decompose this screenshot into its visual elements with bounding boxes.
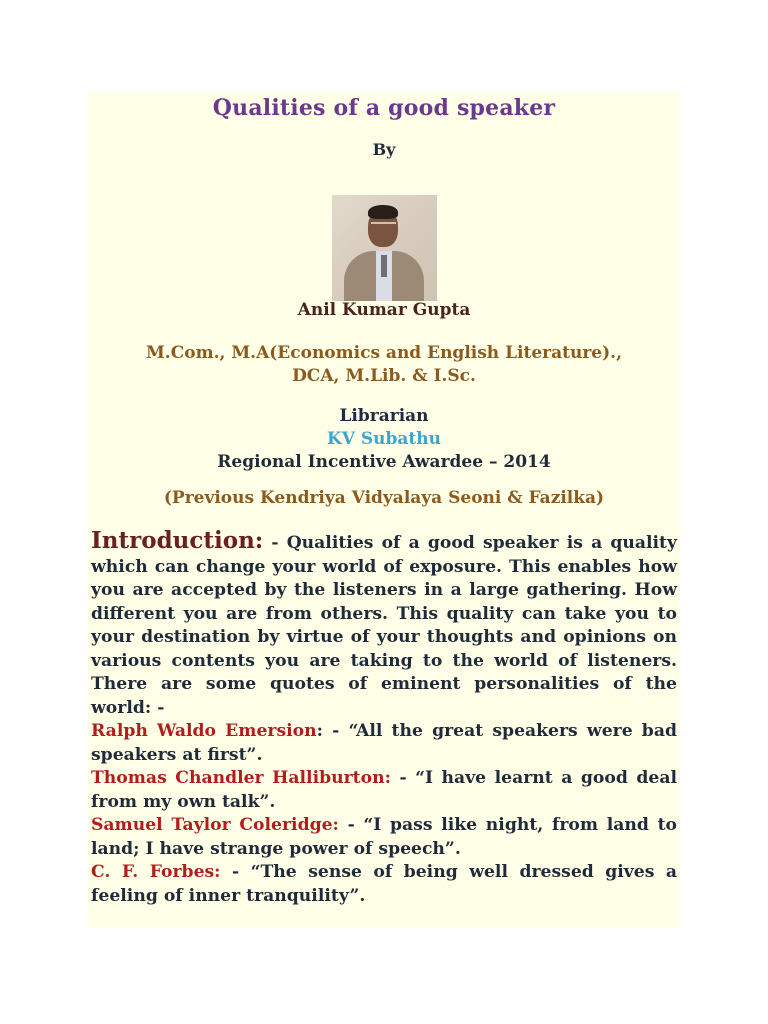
quote-author: Ralph Waldo Emersion (91, 721, 317, 741)
document-title: Qualities of a good speaker (212, 95, 556, 121)
document-body (91, 529, 677, 908)
author-designation: Librarian (339, 406, 429, 426)
author-award: Regional Incentive Awardee – 2014 (217, 452, 551, 472)
author-school: KV Subathu (327, 429, 441, 449)
quote-text: “All the great speakers were bad speakers at first”. (91, 721, 677, 765)
photo-hair-shape (368, 205, 398, 219)
document-page (88, 92, 680, 928)
author-portrait-photo (332, 195, 437, 301)
introduction-heading: Introduction: (91, 527, 264, 554)
quote-item (91, 767, 677, 814)
introduction-text: - Qualities of a good speaker is a quality which can change your world of exposure. This enables how you are accepted by the listeners in a large gathering. How different you are from others. This quality can take you to your destination by virtue of your thoughts and opinions on various contents you are taking to the world of listeners. There are some quotes of eminent personalities of the world: - (91, 533, 677, 718)
quote-separator: - (220, 862, 251, 882)
quote-author: Samuel Taylor Coleridge: (91, 815, 339, 835)
author-qualifications (88, 342, 680, 388)
quote-author: C. F. Forbes: (91, 862, 221, 882)
qualifications-line-2: DCA, M.Lib. & I.Sc. (292, 366, 476, 386)
photo-glasses-shape (371, 222, 396, 229)
quote-item (91, 720, 677, 767)
quote-separator: : - (316, 721, 349, 741)
quote-author: Thomas Chandler Halliburton: (91, 768, 391, 788)
qualifications-line-1: M.Com., M.A(Economics and English Literature)., (145, 343, 623, 363)
quote-separator: - (338, 815, 364, 835)
quote-text: “I have learnt a good deal from my own talk”. (91, 768, 678, 812)
by-label: By (372, 140, 396, 159)
quote-item (91, 861, 677, 908)
author-role-block (88, 405, 680, 474)
quote-text: “The sense of being well dressed gives a feeling of inner tranquility”. (91, 862, 678, 906)
author-previous-schools: (Previous Kendriya Vidyalaya Seoni & Fazilka) (163, 488, 605, 508)
quote-separator: - (390, 768, 416, 788)
quote-item (91, 814, 677, 861)
photo-tie-shape (381, 255, 387, 277)
quote-text: “I pass like night, from land to land; I have strange power of speech”. (91, 815, 677, 859)
author-name: Anil Kumar Gupta (297, 300, 471, 320)
introduction-paragraph (91, 529, 677, 720)
